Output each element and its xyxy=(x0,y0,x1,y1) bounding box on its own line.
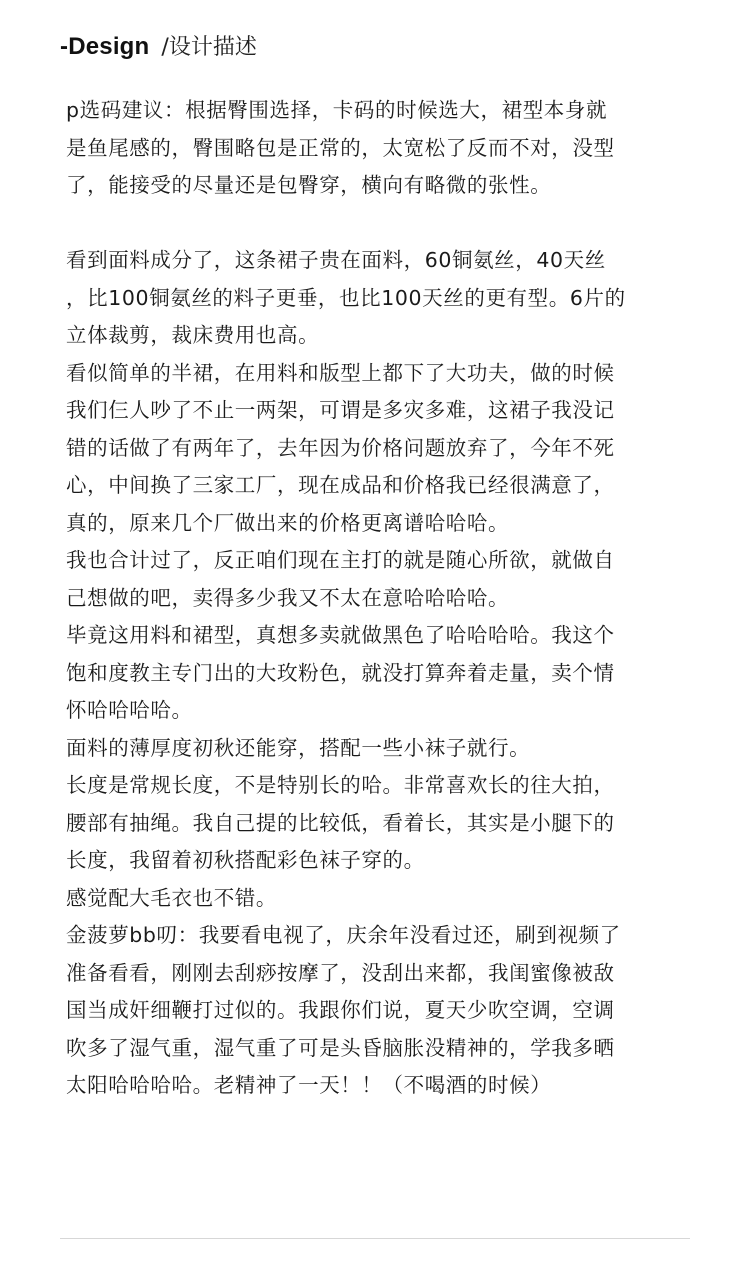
design-description xyxy=(66,92,686,1105)
paragraph-thickness: 面料的薄厚度初秋还能穿，搭配一些小袜子就行。 xyxy=(66,735,531,760)
paragraph-attitude: 我也合计过了，反正咱们现在主打的就是随心所欲，就做自 己想做的吧，卖得多少我又不太在意哈哈哈哈。 xyxy=(66,548,615,610)
bottom-divider xyxy=(60,1238,690,1239)
paragraph-size-advice: p选码建议：根据臀围选择，卡码的时候选大，裙型本身就 是鱼尾感的，臀围略包是正常的，太宽松了反而不对，没型 了，能接受的尽量还是包臀穿，横向有略微的张性。 xyxy=(66,98,615,197)
paragraph-length: 长度是常规长度，不是特别长的哈。非常喜欢长的往大拍， 腰部有抽绳。我自己提的比较低，看着长，其实是小腿下的 长度，我留着初秋搭配彩色袜子穿的。 xyxy=(66,773,615,872)
paragraph-color: 毕竟这用料和裙型，真想多卖就做黑色了哈哈哈哈。我这个 饱和度教主专门出的大玫粉色，就没打算奔着走量，卖个情 怀哈哈哈哈。 xyxy=(66,623,615,722)
paragraph-styling: 感觉配大毛衣也不错。 xyxy=(66,885,277,910)
section-title xyxy=(60,30,257,70)
title-chinese: /设计描述 xyxy=(161,35,257,60)
paragraph-making-story: 看似简单的半裙，在用料和版型上都下了大功夫，做的时候 我们仨人吵了不止一两架，可谓是多灾多难，这裙子我没记 错的话做了有两年了，去年因为价格问题放弃了，今年不死 心，中间换了三家工厂，现在成品和价格我已经很满意了， 真的，原来几个厂做出来的价格更离谱哈哈哈。 xyxy=(66,360,615,535)
title-english: -Design xyxy=(60,33,150,60)
paragraph-fabric: 看到面料成分了，这条裙子贵在面料，60铜氨丝，40天丝 ，比100铜氨丝的料子更垂，也比100天丝的更有型。6片的 立体裁剪，裁床费用也高。 xyxy=(66,248,626,347)
paragraph-gap xyxy=(66,205,686,243)
paragraph-chat: 金菠萝bb叨：我要看电视了，庆余年没看过还，刷到视频了 准备看看，刚刚去刮痧按摩了，没刮出来都，我闺蜜像被敌 国当成奸细鞭打过似的。我跟你们说，夏天少吹空调，空调 吹多了湿气重，湿气重了可是头昏脑胀没精神的，学我多晒 太阳哈哈哈哈。老精神了一天！！（不喝酒的时候） xyxy=(66,923,621,1097)
